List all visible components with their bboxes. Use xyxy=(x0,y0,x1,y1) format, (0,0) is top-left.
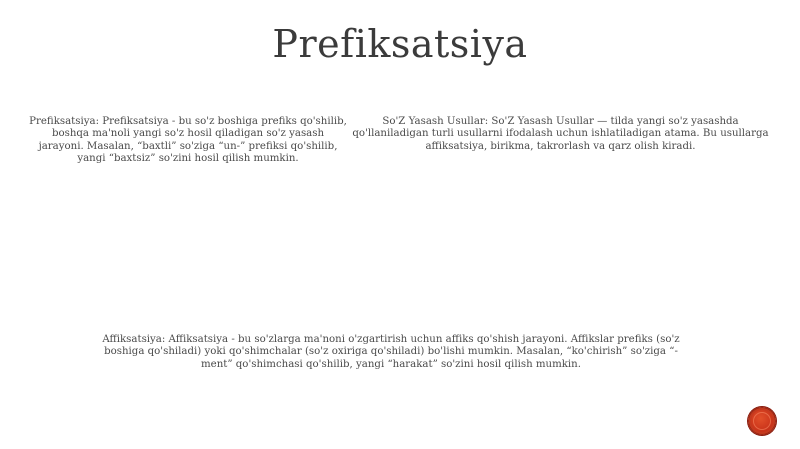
text-block-affiksatsiya: Affiksatsiya: Affiksatsiya - bu so'zlarga ma'noni o'zgartirish uchun affiks qo'shish jarayoni. Affikslar prefiks (so'z boshiga qo'shiladi) yoki qo'shimchalar (so'z oxiriga qo'shiladi) bo'lishi mumkin. Masalan, “ko'chirish” so'ziga “-ment” qo'shimchasi qo'shilib, yangi “harakat” so'zini hosil qilish mumkin. xyxy=(102,334,680,370)
slide-title: Prefiksatsiya xyxy=(272,22,528,66)
next-slide-button[interactable] xyxy=(748,407,776,435)
text-block-soz-yasash-usullar: So'Z Yasash Usullar: So'Z Yasash Usullar — tilda yangi so'z yasashda qo'llaniladigan turli usullarni ifodalash uchun ishlatiladigan atama. Bu usullarga affiksatsiya, birikma, takrorlash va qarz olish kiradi. xyxy=(352,116,769,152)
text-block-prefiksatsiya: Prefiksatsiya: Prefiksatsiya - bu so'z boshiga prefiks qo'shilib, boshqa ma'noli yangi so'z hosil qiladigan so'z yasash jarayoni. Masalan, “baxtli” so'ziga “un-” prefiksi qo'shilib, yangi “baxtsiz” so'zini hosil qilish mumkin. xyxy=(29,116,347,165)
